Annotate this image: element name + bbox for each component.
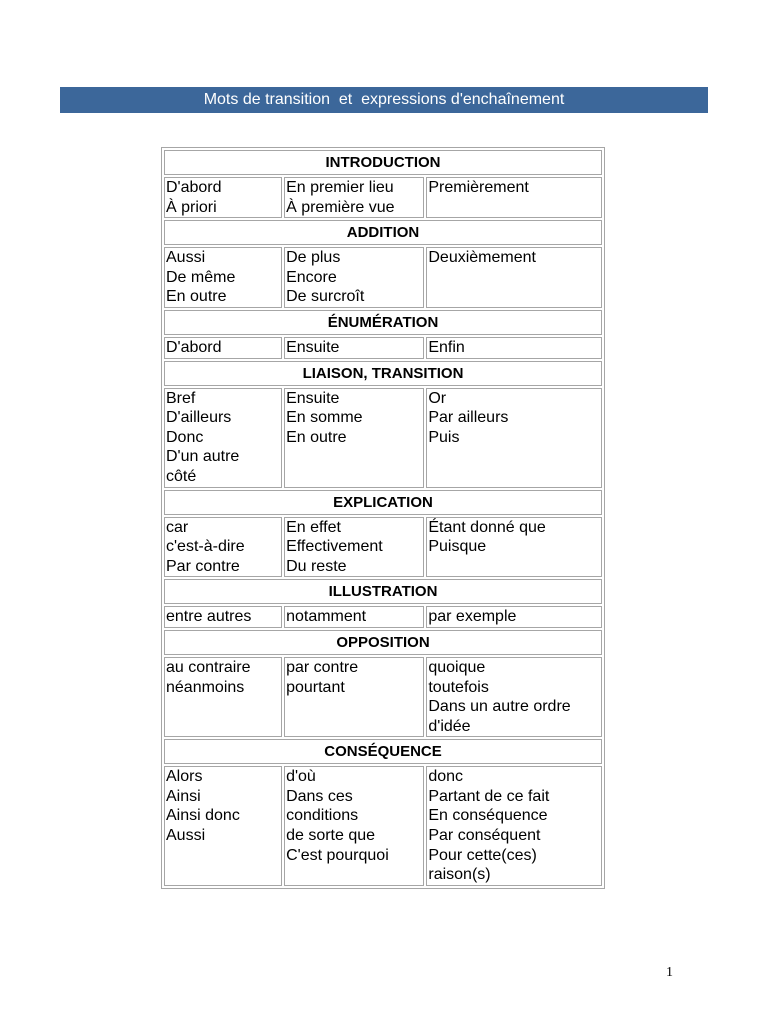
transition-word: néanmoins xyxy=(166,678,245,696)
transition-word: Par conséquent xyxy=(428,827,541,845)
word-cell xyxy=(284,177,424,218)
section-heading: LIAISON, TRANSITION xyxy=(164,361,602,386)
section-heading-row xyxy=(164,739,602,764)
page-number: 1 xyxy=(666,965,673,980)
transition-word: Premièrement xyxy=(428,179,529,196)
transition-word: c'est-à-dire xyxy=(166,538,245,556)
section-heading-row xyxy=(164,490,602,515)
table-body xyxy=(164,150,602,886)
word-cell xyxy=(164,388,282,488)
word-cell xyxy=(164,517,282,578)
section-heading: ÉNUMÉRATION xyxy=(164,310,602,335)
transition-word: Ensuite xyxy=(286,389,340,407)
transition-word: En outre xyxy=(286,428,347,446)
transition-word: Pour cette(ces) xyxy=(428,846,537,864)
transition-word: pourtant xyxy=(286,678,345,696)
word-cell xyxy=(164,337,282,359)
transition-word: Deuxièmement xyxy=(428,249,536,267)
word-cell xyxy=(426,517,602,578)
section-content-row xyxy=(164,606,602,628)
transition-word: Ainsi donc xyxy=(166,807,240,825)
transition-word: Partant de ce fait xyxy=(428,787,550,805)
word-cell xyxy=(426,606,602,628)
transition-word: D'ailleurs xyxy=(166,409,232,427)
transition-word: En effet xyxy=(286,518,341,536)
section-content-row xyxy=(164,657,602,737)
word-cell xyxy=(284,247,424,308)
transition-word: À première vue xyxy=(286,198,395,216)
transition-word: D'abord xyxy=(166,338,222,356)
transition-word: par contre xyxy=(286,658,359,676)
section-heading-row xyxy=(164,150,602,175)
section-heading: OPPOSITION xyxy=(164,630,602,655)
section-content-row xyxy=(164,177,602,218)
section-heading: ILLUSTRATION xyxy=(164,579,602,604)
transition-word: quoique xyxy=(428,658,486,676)
transition-word: notamment xyxy=(286,608,367,626)
transition-word: car xyxy=(166,518,189,536)
transition-word: Or xyxy=(428,389,447,407)
transition-word: Aussi xyxy=(166,827,206,845)
word-cell xyxy=(284,766,424,886)
transition-word: Aussi xyxy=(166,249,206,267)
section-content-row xyxy=(164,337,602,359)
word-cell xyxy=(164,766,282,886)
word-cell xyxy=(426,177,602,218)
word-cell xyxy=(426,388,602,488)
word-cell xyxy=(284,657,424,737)
word-cell xyxy=(426,337,602,359)
transition-word: En conséquence xyxy=(428,807,548,825)
transition-word: Étant donné que xyxy=(428,518,546,536)
transition-word: Par contre xyxy=(166,557,240,575)
transition-word: au contraire xyxy=(166,658,251,676)
transition-word: de sorte que xyxy=(286,827,376,845)
transition-word: Bref xyxy=(166,389,196,407)
transition-word: En outre xyxy=(166,288,227,306)
transition-word: De plus xyxy=(286,249,341,267)
transition-word: Du reste xyxy=(286,557,347,575)
section-heading-row xyxy=(164,361,602,386)
transition-word: D'abord xyxy=(166,179,222,196)
section-content-row xyxy=(164,388,602,488)
word-cell xyxy=(164,177,282,218)
section-heading-row xyxy=(164,630,602,655)
word-cell xyxy=(164,657,282,737)
word-cell xyxy=(284,388,424,488)
transition-words-table-container xyxy=(161,147,605,889)
word-cell xyxy=(164,606,282,628)
transition-word: d'idée xyxy=(428,717,471,735)
section-heading: ADDITION xyxy=(164,220,602,245)
transition-word: toutefois xyxy=(428,678,489,696)
word-cell xyxy=(284,517,424,578)
transition-word: De même xyxy=(166,268,236,286)
transition-words-table xyxy=(161,147,605,889)
transition-word: Enfin xyxy=(428,338,465,356)
transition-word: Alors xyxy=(166,768,203,786)
word-cell xyxy=(284,606,424,628)
section-content-row xyxy=(164,766,602,886)
transition-word: En premier lieu xyxy=(286,179,394,196)
word-cell xyxy=(426,657,602,737)
transition-word: par exemple xyxy=(428,608,517,626)
section-heading-row xyxy=(164,310,602,335)
transition-word: donc xyxy=(428,768,464,786)
transition-word: De surcroît xyxy=(286,288,365,306)
word-cell xyxy=(164,247,282,308)
section-content-row xyxy=(164,517,602,578)
transition-word: d'où xyxy=(286,768,316,786)
section-heading: INTRODUCTION xyxy=(164,150,602,175)
section-content-row xyxy=(164,247,602,308)
transition-word: Encore xyxy=(286,268,337,286)
transition-word: conditions xyxy=(286,807,359,825)
transition-word: Ainsi xyxy=(166,787,201,805)
document-title: Mots de transition et expressions d'enchaînement xyxy=(60,87,708,113)
section-heading: CONSÉQUENCE xyxy=(164,739,602,764)
transition-word: entre autres xyxy=(166,608,252,626)
transition-word: C'est pourquoi xyxy=(286,846,389,864)
transition-word: Dans ces xyxy=(286,787,353,805)
transition-word: Puisque xyxy=(428,538,487,556)
transition-word: Donc xyxy=(166,428,204,446)
word-cell xyxy=(426,247,602,308)
section-heading-row xyxy=(164,220,602,245)
transition-word: Ensuite xyxy=(286,338,340,356)
transition-word: Effectivement xyxy=(286,538,383,556)
word-cell xyxy=(284,337,424,359)
transition-word: Dans un autre ordre xyxy=(428,698,571,716)
transition-word: côté xyxy=(166,467,197,485)
section-heading: EXPLICATION xyxy=(164,490,602,515)
transition-word: Puis xyxy=(428,428,460,446)
transition-word: Par ailleurs xyxy=(428,409,509,427)
transition-word: D'un autre xyxy=(166,448,240,466)
word-cell xyxy=(426,766,602,886)
transition-word: En somme xyxy=(286,409,363,427)
section-heading-row xyxy=(164,579,602,604)
transition-word: À priori xyxy=(166,198,217,216)
transition-word: raison(s) xyxy=(428,866,491,884)
